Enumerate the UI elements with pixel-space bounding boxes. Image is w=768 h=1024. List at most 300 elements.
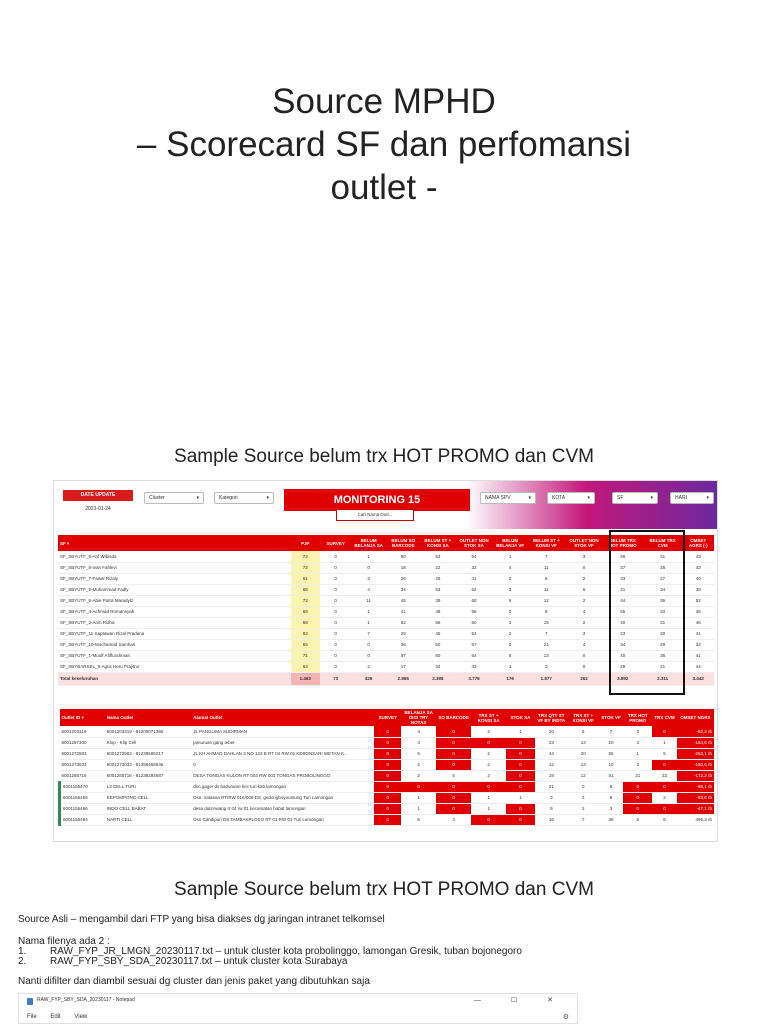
table-cell: 0 [320,650,351,661]
table-cell: 39 [421,595,456,606]
table-cell: 2 [568,792,599,803]
table-cell: 29 [421,573,456,584]
column-header: BELUM BELANJA VF [493,535,528,551]
table-cell: 4 [565,606,603,617]
highlight-box [609,530,685,695]
table-cell: 33 [643,606,683,617]
table-cell: SF_SBYBARSEL_9-Agus Heru Prajitno [58,661,291,672]
column-header: TRX QTY ST VF BY INDTA [535,709,568,726]
table-cell: 0 [493,639,528,650]
column-header: Nama Outlet [105,709,191,726]
table-cell: 12 [527,595,565,606]
table-cell: 3 [493,617,528,628]
table-cell: 62 [455,584,493,595]
table-cell: 2 [568,803,599,814]
table-cell: 56 [421,617,456,628]
table-cell: 2 [493,628,528,639]
table-cell: 0 [506,814,535,825]
table-cell: 34 [421,661,456,672]
hari-label: HARI [675,495,687,501]
table-cell: 6001265716 - 81238294687 [105,770,191,781]
table-cell: 23 [535,737,568,748]
table-row [60,726,715,737]
table-cell: 0 [320,606,351,617]
table-cell: 41 [682,650,714,661]
table-cell: 0 [401,781,436,792]
table-cell: Klop - Klip Cell [105,737,191,748]
table-cell: 7 [568,814,599,825]
table-cell: 2.865 [386,672,421,685]
table-cell: 426 [351,672,386,685]
title-line-3: outlet - [330,168,438,207]
table-cell: SF_SBYUTF_2-Anin Ridha [58,617,291,628]
table-cell: 0 [506,770,535,781]
table-cell: 43 [455,661,493,672]
table-cell: 39 [682,584,714,595]
table-cell: 6 [401,814,436,825]
spv-label: NAMA SPV [485,495,511,501]
title-line-2: – Scorecard SF dan perfomansi [136,125,632,164]
table-cell: 45 [682,606,714,617]
table-cell: SF_SBYUTF_5-Abie Putra Maradytz [58,595,291,606]
sf-dropdown[interactable] [612,492,658,504]
list-text: RAW_FYP_JR_LMGN_20230117.txt – untuk cluster kota probolinggo, lamongan Gresik, tuban bojonegoro [50,946,522,957]
table-cell: 0 [320,573,351,584]
table-cell: 5 [493,650,528,661]
table-cell: 56 [455,606,493,617]
table-cell: 0 [320,628,351,639]
column-header[interactable]: SF ▾ [58,535,291,551]
table-cell: dsn.gager ds badurame kec turi kab lamongan [191,781,374,792]
table-row [60,770,715,781]
table-cell: 13 [527,650,565,661]
notepad-menu [27,1014,99,1020]
table-cell: 41 [455,573,493,584]
table-cell: 21 [527,639,565,650]
table-cell: 20 [568,748,599,759]
table-cell: 0 [374,792,401,803]
table-cell: 0 [471,814,506,825]
date-update-label: DATE UPDATE [63,490,133,501]
table-cell: 0 [320,551,351,562]
table-cell: 0 [374,781,401,792]
table-cell: 2.311 [643,672,683,685]
table-cell: 11 [351,595,386,606]
table-cell: 71 [291,650,320,661]
column-header: BELUM SO BARCODE [386,535,421,551]
table-cell: 11 [527,584,565,595]
table-cell: 0 [565,562,603,573]
table-cell: 30 [643,628,683,639]
table-cell: 7 [527,551,565,562]
table-cell: 1 [351,551,386,562]
table-cell: SF_SBYUTF_1-Moolf Afiffurahman [58,650,291,661]
table-cell: 1 [506,792,535,803]
table-cell: 0 [652,803,677,814]
table-cell: 0 [320,617,351,628]
column-header: SO BARCODE [436,709,471,726]
column-header: SURVEY [374,709,401,726]
table-cell: jamuruan gang teber [191,737,374,748]
kota-label: KOTA [552,495,566,501]
cluster-dropdown[interactable] [144,492,204,504]
table-cell: 38 [599,814,624,825]
dashboard-header [54,481,718,529]
chevron-down-icon: ▾ [196,495,199,501]
table-cell: 13 [568,759,599,770]
table-cell: SF_SBYUTF_4-Achmad Romansyah [58,606,291,617]
table-cell: 46 [386,595,421,606]
table-cell: Total keseluruhan [58,672,291,685]
table-cell: 6 [493,595,528,606]
table-cell: -93,6 rb [677,792,714,803]
table-cell: 0 [436,792,471,803]
table-cell: 0 [320,595,351,606]
table-cell: 0 [374,737,401,748]
table-cell: 44 [535,748,568,759]
table-cell: 50 [421,639,456,650]
column-header[interactable]: Outlet ID ▾ [60,709,105,726]
column-header: BELUM TRX HOT PROMO [603,535,643,551]
table-cell: SF_SBYUTF_5-Arif Wibisda [58,551,291,562]
notepad-icon [27,998,33,1005]
table-cell: 6 [527,573,565,584]
table-cell: 1 [351,606,386,617]
table-cell: 43 [682,551,714,562]
table-cell: 37 [603,562,643,573]
table-cell: 9 [527,606,565,617]
table-row [60,792,715,803]
table-cell: 34 [603,639,643,650]
table-cell: 60 [421,650,456,661]
table-cell: 12 [568,770,599,781]
table-cell: INDO CELL BABAT [105,803,191,814]
column-header: BELUM ST + KONSI SA [421,535,456,551]
filter-paragraph: Nanti difilter dan diambil sesuai dg cluster dan jenis paket yang dibutuhkan saja [18,976,370,987]
table-cell: 0 [436,737,471,748]
table-cell: 6001156470 [60,781,105,792]
menu-edit[interactable]: Edit [50,1014,61,1020]
table-cell: 93 [291,628,320,639]
table-cell: 55 [599,748,624,759]
table-row [60,814,715,825]
table-cell: 5 [652,748,677,759]
column-header: OMSET AGRS (-) [682,535,714,551]
kota-dropdown[interactable] [547,492,595,504]
filename-item-2 [18,957,347,967]
table-cell: 31 [643,551,683,562]
table-row [60,748,715,759]
table-cell: 0 [506,759,535,770]
table-cell: JL PANGLIMA SUDIRMAN [191,726,374,737]
table-cell: 22 [652,770,677,781]
table-cell: 52 [386,617,421,628]
list-number: 1. [18,946,27,957]
table-cell: 65 [291,639,320,650]
table-cell: 15 [527,617,565,628]
table-cell: 8 [599,792,624,803]
kategori-dropdown[interactable] [214,492,274,504]
outlet-table-header [60,709,715,726]
table-cell: 0 [191,759,374,770]
dashboard-screenshot [53,480,718,842]
table-cell: 36 [643,650,683,661]
table-cell: 6001297300 [60,737,105,748]
table-cell: 2 [351,661,386,672]
table-cell: 20 [599,737,624,748]
table-cell: 0 [493,606,528,617]
source-paragraph: Source Asli – mengambil dari FTP yang bisa diakses dg jaringan intranet telkomsel [18,914,385,925]
list-number: 2. [18,956,27,967]
table-cell: 46 [682,617,714,628]
kategori-label: Kategori [219,495,238,501]
table-cell: 3 [436,814,471,825]
table-cell: 0 [652,759,677,770]
table-cell: 1 [493,661,528,672]
table-cell: 4 [351,584,386,595]
table-cell: 31 [643,617,683,628]
table-cell: desa dutirowang rt 04 rw 01 kecamatan babat lamongan [191,803,374,814]
table-cell: 57 [455,639,493,650]
table-row [60,803,715,814]
table-cell: 6001272583 [60,748,105,759]
table-cell: 7 [599,726,624,737]
column-header: TRX ST + KONSI SA [471,709,506,726]
table-cell: 60 [455,617,493,628]
table-cell: 0 [351,650,386,661]
filename-intro: Nama filenya ada 2 : [18,936,110,947]
table-cell: 7 [351,628,386,639]
table-cell: 19 [535,770,568,781]
column-header: TRX CVM [652,709,677,726]
column-header: TRX HOT PROMO [623,709,652,726]
table-cell: 3 [493,584,528,595]
sf-label: SF [617,495,624,501]
table-cell: 48 [421,606,456,617]
table-cell: 50 [386,551,421,562]
table-cell: 45 [421,628,456,639]
table-cell: DESA TONGAS KULON RT 003 RW 003 TONGAS PROBOLINGGO [191,770,374,781]
table-cell: 33 [603,573,643,584]
table-cell: -82,2 rb [677,726,714,737]
table-cell: 0 [351,562,386,573]
table-cell: 53 [455,628,493,639]
table-cell: 53 [421,551,456,562]
table-cell: 0 [471,781,506,792]
chevron-down-icon: ▾ [266,495,269,501]
menu-file[interactable]: File [27,1014,37,1020]
table-cell: 41 [682,628,714,639]
table-cell: 262 [565,672,603,685]
table-cell: 1 [493,551,528,562]
table-cell: 72 [291,595,320,606]
table-cell: -96,1 rb [677,781,714,792]
table-cell: 34 [386,584,421,595]
table-cell: 1.877 [527,672,565,685]
column-header: SURVEY [320,535,351,551]
table-cell: 69 [291,606,320,617]
column-header: STOK SA [506,709,535,726]
table-cell: 1 [506,726,535,737]
table-cell: -47,1 rb [677,803,714,814]
table-cell: 61 [291,573,320,584]
table-cell: 0 [374,814,401,825]
table-cell: 0 [506,748,535,759]
table-cell: 11 [527,562,565,573]
table-cell: 1.463 [291,672,320,685]
table-cell: 2 [401,759,436,770]
table-cell: SF_SBYUTF_10-Mochamad Samhari [58,639,291,650]
table-cell: KEPOMPONG CELL [105,792,191,803]
hari-dropdown[interactable] [670,492,714,504]
chevron-down-icon: ▾ [528,495,531,501]
table-cell: 20 [535,726,568,737]
table-cell: 3 [351,573,386,584]
table-cell: 0 [506,737,535,748]
table-cell: 29 [643,639,683,650]
table-cell: 0 [565,661,603,672]
table-cell: 2.398 [421,672,456,685]
table-cell: 63 [291,661,320,672]
window-controls[interactable]: — ☐ ✕ [473,997,567,1004]
table-cell: 2 [471,770,506,781]
table-cell: 0 [568,781,599,792]
table-cell: 22 [421,562,456,573]
table-cell: 1 [471,803,506,814]
column-header: Alamat Outlet [191,709,374,726]
table-cell: 6001156466 [60,803,105,814]
monitoring-title: MONITORING 15 [284,489,470,511]
table-cell: 3 [401,737,436,748]
column-header: BELUM ST + KONSI VF [527,535,565,551]
table-cell: 3 [623,726,652,737]
table-cell: SF_SBYUTF_7-Faisal Rizaly [58,573,291,584]
table-cell: 21 [643,661,683,672]
table-cell: 6001265716 [60,770,105,781]
table-cell: 40 [603,617,643,628]
table-cell: 0 [471,737,506,748]
table-cell: SF_SBYUTF_8-Ivan Fahlevi [58,562,291,573]
table-cell: 29 [603,661,643,672]
outlet-search-input[interactable]: Cari Nama Outl... [336,509,414,521]
table-cell: 21 [535,781,568,792]
table-cell: 41 [386,606,421,617]
table-cell: 0 [652,781,677,792]
table-cell: 6001203319 - 81200071396 [105,726,191,737]
table-cell: 5 [436,770,471,781]
table-cell: 0 [623,792,652,803]
gear-icon[interactable]: ⚙ [562,1014,569,1021]
table-cell: 73 [320,672,351,685]
table-cell: Dsn. nataean RT/RW 016/008 DS. gedongboyountung Turi Lamongan [191,792,374,803]
table-cell: 2 [623,737,652,748]
table-cell: 6001156464 [60,814,105,825]
column-header: OUTLET NON STOK SA [455,535,493,551]
table-cell: 6001273033 [60,759,105,770]
table-cell: 0 [436,748,471,759]
table-cell: 6 [652,814,677,825]
column-header: BELUM TRX CVM [643,535,683,551]
table-cell: 10 [599,759,624,770]
table-cell: -172,2 rb [677,770,714,781]
table-cell: 176 [493,672,528,685]
column-header: BELANJA SA DIGI TRY NOTAS [401,709,436,726]
table-cell: 1 [471,792,506,803]
table-cell: 0 [506,781,535,792]
cluster-label: Cluster [149,495,165,501]
table-cell: 6 [565,584,603,595]
date-update-value: 2023-01-24 [85,506,111,512]
table-cell: 68 [291,617,320,628]
notepad-window [18,993,578,1024]
table-cell: 0 [436,759,471,770]
table-cell: 36 [643,595,683,606]
table-cell: 3.778 [455,672,493,685]
table-cell: 0 [374,803,401,814]
table-cell: 6001156465 [60,792,105,803]
outlet-table [58,709,714,826]
table-cell: JL KH AHMAD DAHLAN 3 NO 123 B RT 04 RW 01 KEBONSARI WETAN K... [191,748,374,759]
table-cell: 12 [535,759,568,770]
table-cell: 13 [568,737,599,748]
menu-view[interactable]: View [74,1014,88,1020]
table-cell: 1 [401,803,436,814]
chevron-down-icon: ▾ [706,495,709,501]
table-cell: -154,6 rb [677,737,714,748]
table-cell: 2 [652,792,677,803]
table-cell: 3.892 [603,672,643,685]
column-header: PJP [291,535,320,551]
table-cell: 0 [565,650,603,661]
table-cell: 40 [682,573,714,584]
table-cell: SF_SBYUTF_11-Saptawan Rizal Pradana [58,628,291,639]
table-cell: 3 [565,551,603,562]
spv-dropdown[interactable] [480,492,536,504]
table-cell: L3 CELL TURI [105,781,191,792]
table-cell: 5 [568,726,599,737]
table-cell: 26 [386,573,421,584]
column-header: OMSET NGRS [677,709,714,726]
table-cell: 73 [291,551,320,562]
table-cell: 0 [623,781,652,792]
table-cell: 28 [643,562,683,573]
chevron-down-icon: ▾ [650,495,653,501]
table-cell: 0 [351,639,386,650]
column-header: STOK VF [599,709,624,726]
table-cell: 53 [421,584,456,595]
table-cell: 27 [643,573,683,584]
table-cell: 41 [603,584,643,595]
table-cell: 91 [599,770,624,781]
table-cell: 17 [386,661,421,672]
table-cell: 3 [623,759,652,770]
table-cell: 44 [603,595,643,606]
table-cell: 34 [682,639,714,650]
table-cell: 44 [682,661,714,672]
table-cell: 0 [436,726,471,737]
table-cell: 3 [535,792,568,803]
table-cell: 68 [291,584,320,595]
table-cell: 29 [386,628,421,639]
table-cell: 3 [599,803,624,814]
table-cell: 64 [455,650,493,661]
table-cell: 0 [506,803,535,814]
table-cell: 496,3 rb [677,814,714,825]
column-header: OUTLET NON STOK VF [565,535,603,551]
table-cell: 18 [386,562,421,573]
subtitle-2: Sample Source belum trx HOT PROMO dan CVM [174,879,594,900]
table-cell: 46 [603,551,643,562]
